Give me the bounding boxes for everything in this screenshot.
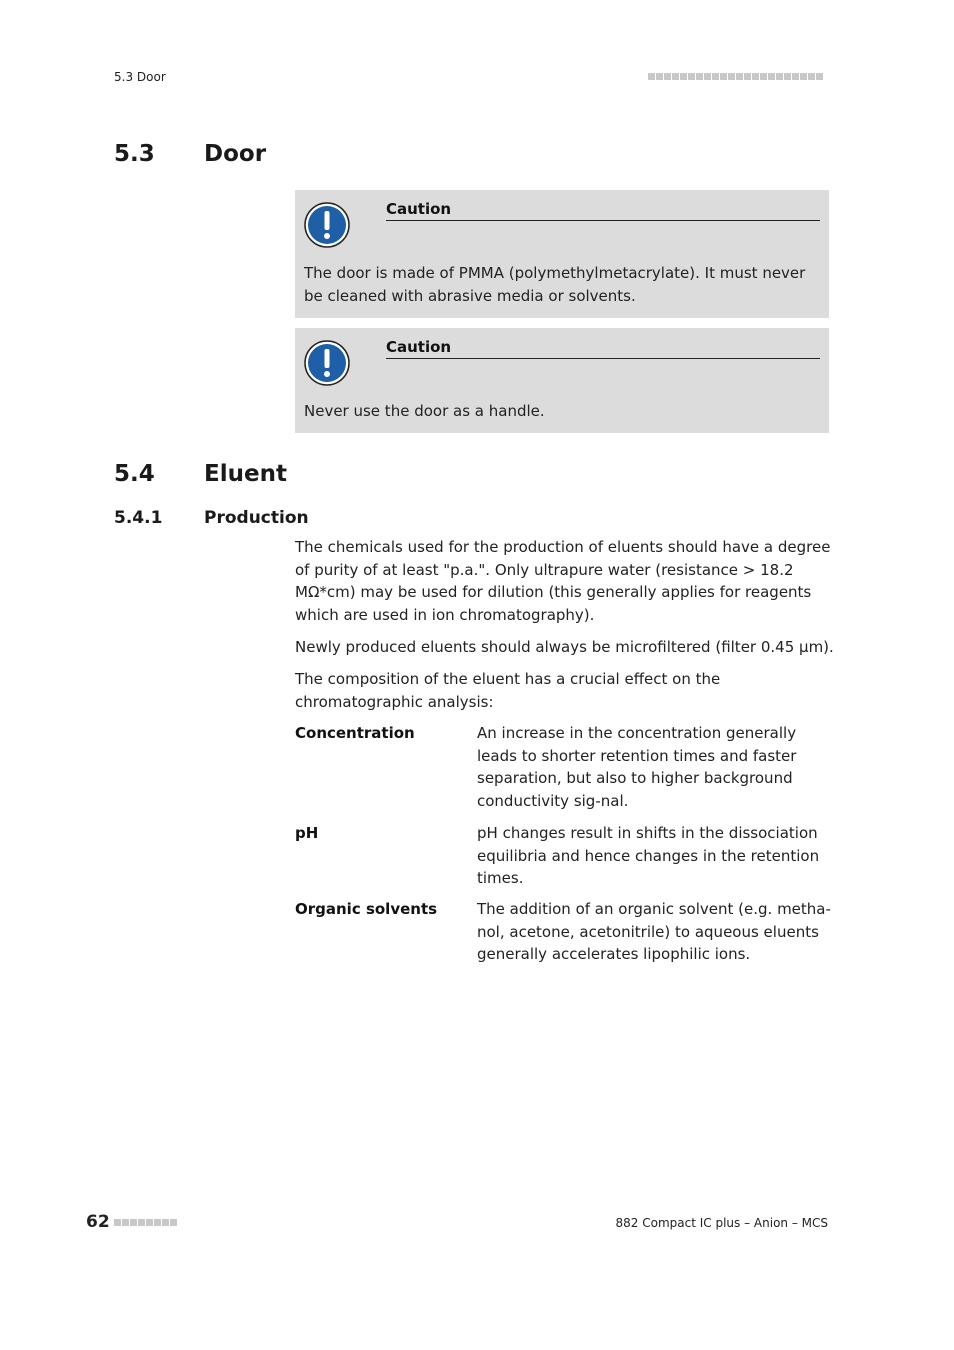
subsection-number: 5.4.1 <box>114 508 163 528</box>
section-title: Eluent <box>204 461 287 487</box>
paragraph: The composition of the eluent has a crucial effect on the chromatographic analysis: <box>295 670 721 711</box>
footer-decoration <box>114 1219 177 1226</box>
running-header: 5.3 Door <box>114 70 166 84</box>
caution-title: Caution <box>386 200 820 221</box>
caution-text: Never use the door as a handle. <box>304 402 545 420</box>
section-heading-door <box>114 141 514 171</box>
section-number: 5.4 <box>114 461 155 487</box>
definition-description: pH changes result in shifts in the dissociation equilibria and hence changes in the retention times. <box>477 824 820 887</box>
definition-description: An increase in the concentration generally leads to shorter retention times and faster separation, but also to higher background conductivity sig-nal. <box>477 724 797 810</box>
subsection-heading-production <box>114 508 514 532</box>
definition-term: pH <box>295 824 319 842</box>
exclamation-circle-icon <box>304 340 350 386</box>
subsection-title: Production <box>204 508 309 528</box>
section-title: Door <box>204 141 267 167</box>
section-number: 5.3 <box>114 141 155 167</box>
exclamation-circle-icon <box>304 202 350 248</box>
paragraph: The chemicals used for the production of eluents should have a degree of purity of at least "p.a.". Only ultrapure water (resistance > 18.2 MΩ*cm) may be used for dilution (this generally applies for reagents which are used in ion chromatography). <box>295 538 831 624</box>
caution-title: Caution <box>386 338 820 359</box>
caution-box-1 <box>295 190 829 318</box>
page-number: 62 <box>86 1212 110 1232</box>
header-decoration <box>648 73 823 80</box>
caution-text: The door is made of PMMA (polymethylmetacrylate). It must never be cleaned with abrasive media or solvents. <box>304 264 806 305</box>
section-heading-eluent <box>114 461 514 491</box>
caution-box-2 <box>295 328 829 433</box>
definition-description: The addition of an organic solvent (e.g. metha-nol, acetone, acetonitrile) to aqueous eluents generally accelerates lipophilic ions. <box>477 900 831 963</box>
paragraph: Newly produced eluents should always be microfiltered (filter 0.45 µm). <box>295 638 834 656</box>
definition-term: Concentration <box>295 724 415 742</box>
product-name: 882 Compact IC plus – Anion – MCS <box>615 1216 828 1230</box>
definition-term: Organic solvents <box>295 900 438 918</box>
